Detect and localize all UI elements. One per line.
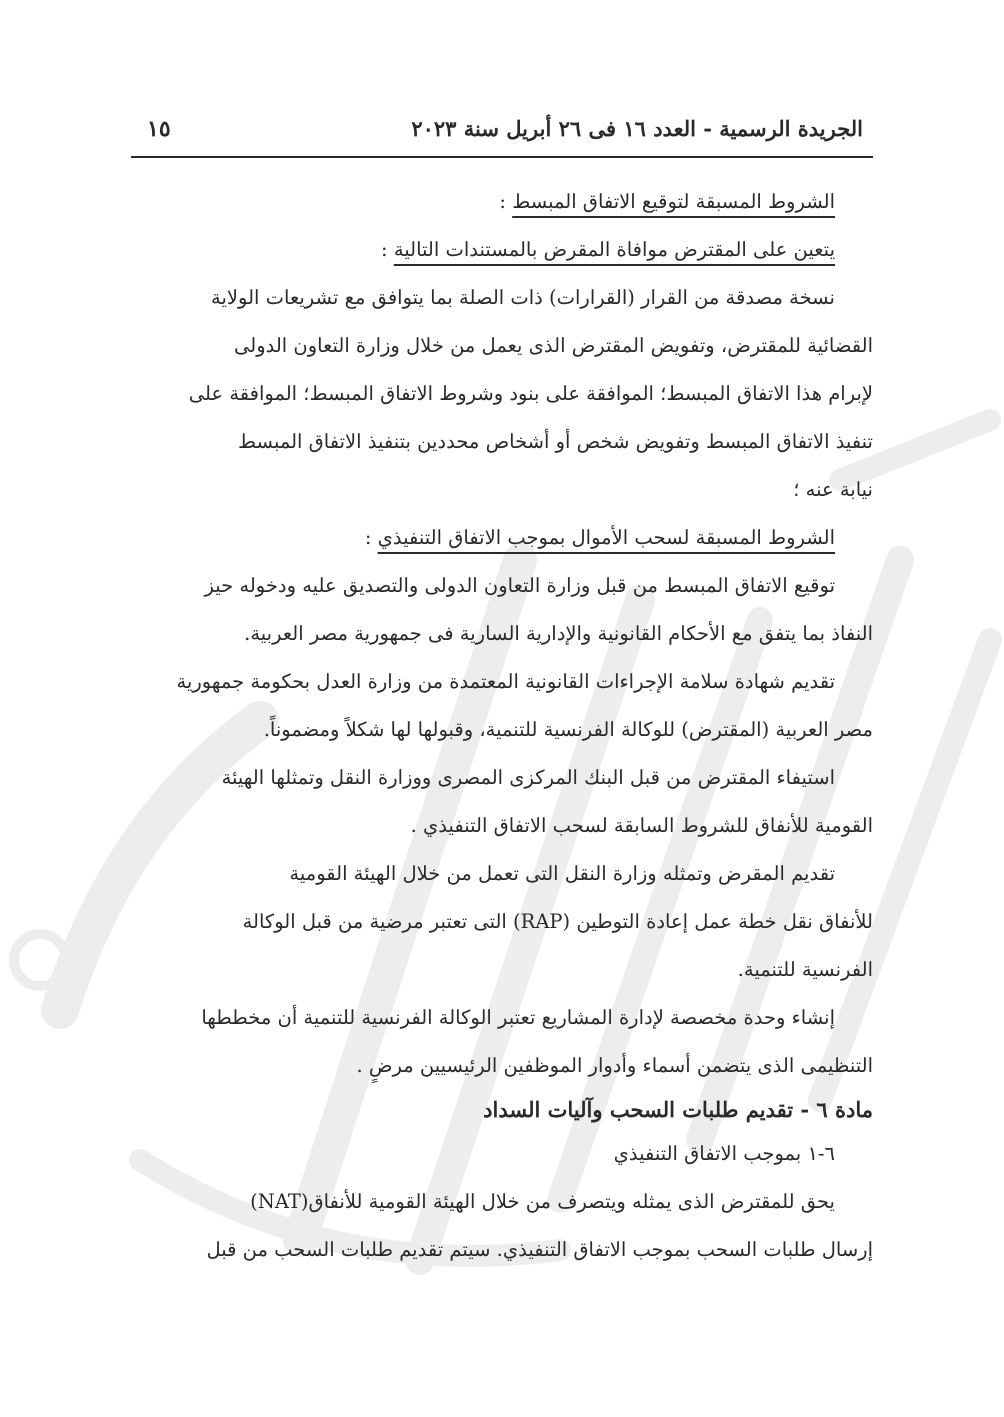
paragraph-line: تنفيذ الاتفاق المبسط وتفويض شخص أو أشخاص محددين بتنفيذ الاتفاق المبسط bbox=[238, 430, 873, 453]
paragraph-line: يحق للمقترض الذى يمثله ويتصرف من خلال الهيئة القومية للأنفاق(NAT) bbox=[250, 1190, 835, 1213]
section-heading-signing-conditions: الشروط المسبقة لتوقيع الاتفاق المبسط : bbox=[499, 190, 835, 213]
paragraph-line: التنظيمى الذى يتضمن أسماء وأدوار الموظفين الرئيسيين مرضٍ . bbox=[356, 1054, 873, 1077]
paragraph-line: تقديم المقرض وتمثله وزارة النقل التى تعمل من خلال الهيئة القومية bbox=[289, 862, 835, 885]
paragraph-line: للأنفاق نقل خطة عمل إعادة التوطين (RAP) التى تعتبر مرضية من قبل الوكالة bbox=[242, 910, 873, 933]
document-body bbox=[131, 178, 873, 1274]
page-header bbox=[131, 112, 873, 152]
paragraph-line: القومية للأنفاق للشروط السابقة لسحب الاتفاق التنفيذي . bbox=[410, 814, 873, 837]
paragraph-line: تقديم شهادة سلامة الإجراءات القانونية المعتمدة من وزارة العدل بحكومة جمهورية bbox=[176, 670, 835, 693]
paragraph-line: النفاذ بما يتفق مع الأحكام القانونية والإدارية السارية فى جمهورية مصر العربية. bbox=[244, 622, 873, 645]
paragraph-line: الفرنسية للتنمية. bbox=[737, 958, 873, 981]
paragraph-line: إنشاء وحدة مخصصة لإدارة المشاريع تعتبر الوكالة الفرنسية للتنمية أن مخططها bbox=[201, 1006, 835, 1029]
paragraph-line: استيفاء المقترض من قبل البنك المركزى المصرى ووزارة النقل وتمثلها الهيئة bbox=[221, 766, 835, 789]
subsection-heading: ٦-١ بموجب الاتفاق التنفيذي bbox=[613, 1142, 835, 1165]
paragraph-line: نيابة عنه ؛ bbox=[793, 478, 873, 501]
paragraph-line: لإبرام هذا الاتفاق المبسط؛ الموافقة على بنود وشروط الاتفاق المبسط؛ الموافقة على bbox=[188, 382, 873, 405]
page-number: ١٥ bbox=[147, 116, 171, 142]
paragraph-line: مصر العربية (المقترض) للوكالة الفرنسية للتنمية، وقبولها لها شكلاً ومضموناً. bbox=[263, 718, 873, 741]
article-heading: مادة ٦ - تقديم طلبات السحب وآليات السداد bbox=[483, 1097, 873, 1122]
section-heading-withdrawal-conditions: الشروط المسبقة لسحب الأموال بموجب الاتفاق التنفيذي : bbox=[364, 526, 835, 549]
paragraph-line: توقيع الاتفاق المبسط من قبل وزارة التعاون الدولى والتصديق عليه ودخوله حيز bbox=[204, 574, 835, 597]
section-subheading-documents: يتعين على المقترض موافاة المقرض بالمستندات التالية : bbox=[381, 238, 835, 261]
gazette-title: الجريدة الرسمية - العدد ١٦ فى ٢٦ أبريل سنة ٢٠٢٣ bbox=[411, 116, 863, 141]
header-divider bbox=[131, 156, 873, 158]
paragraph-line: نسخة مصدقة من القرار (القرارات) ذات الصلة بما يتوافق مع تشريعات الولاية bbox=[211, 286, 835, 309]
paragraph-line: القضائية للمقترض، وتفويض المقترض الذى يعمل من خلال وزارة التعاون الدولى bbox=[234, 334, 873, 357]
paragraph-line: إرسال طلبات السحب بموجب الاتفاق التنفيذي. سيتم تقديم طلبات السحب من قبل bbox=[206, 1238, 873, 1261]
